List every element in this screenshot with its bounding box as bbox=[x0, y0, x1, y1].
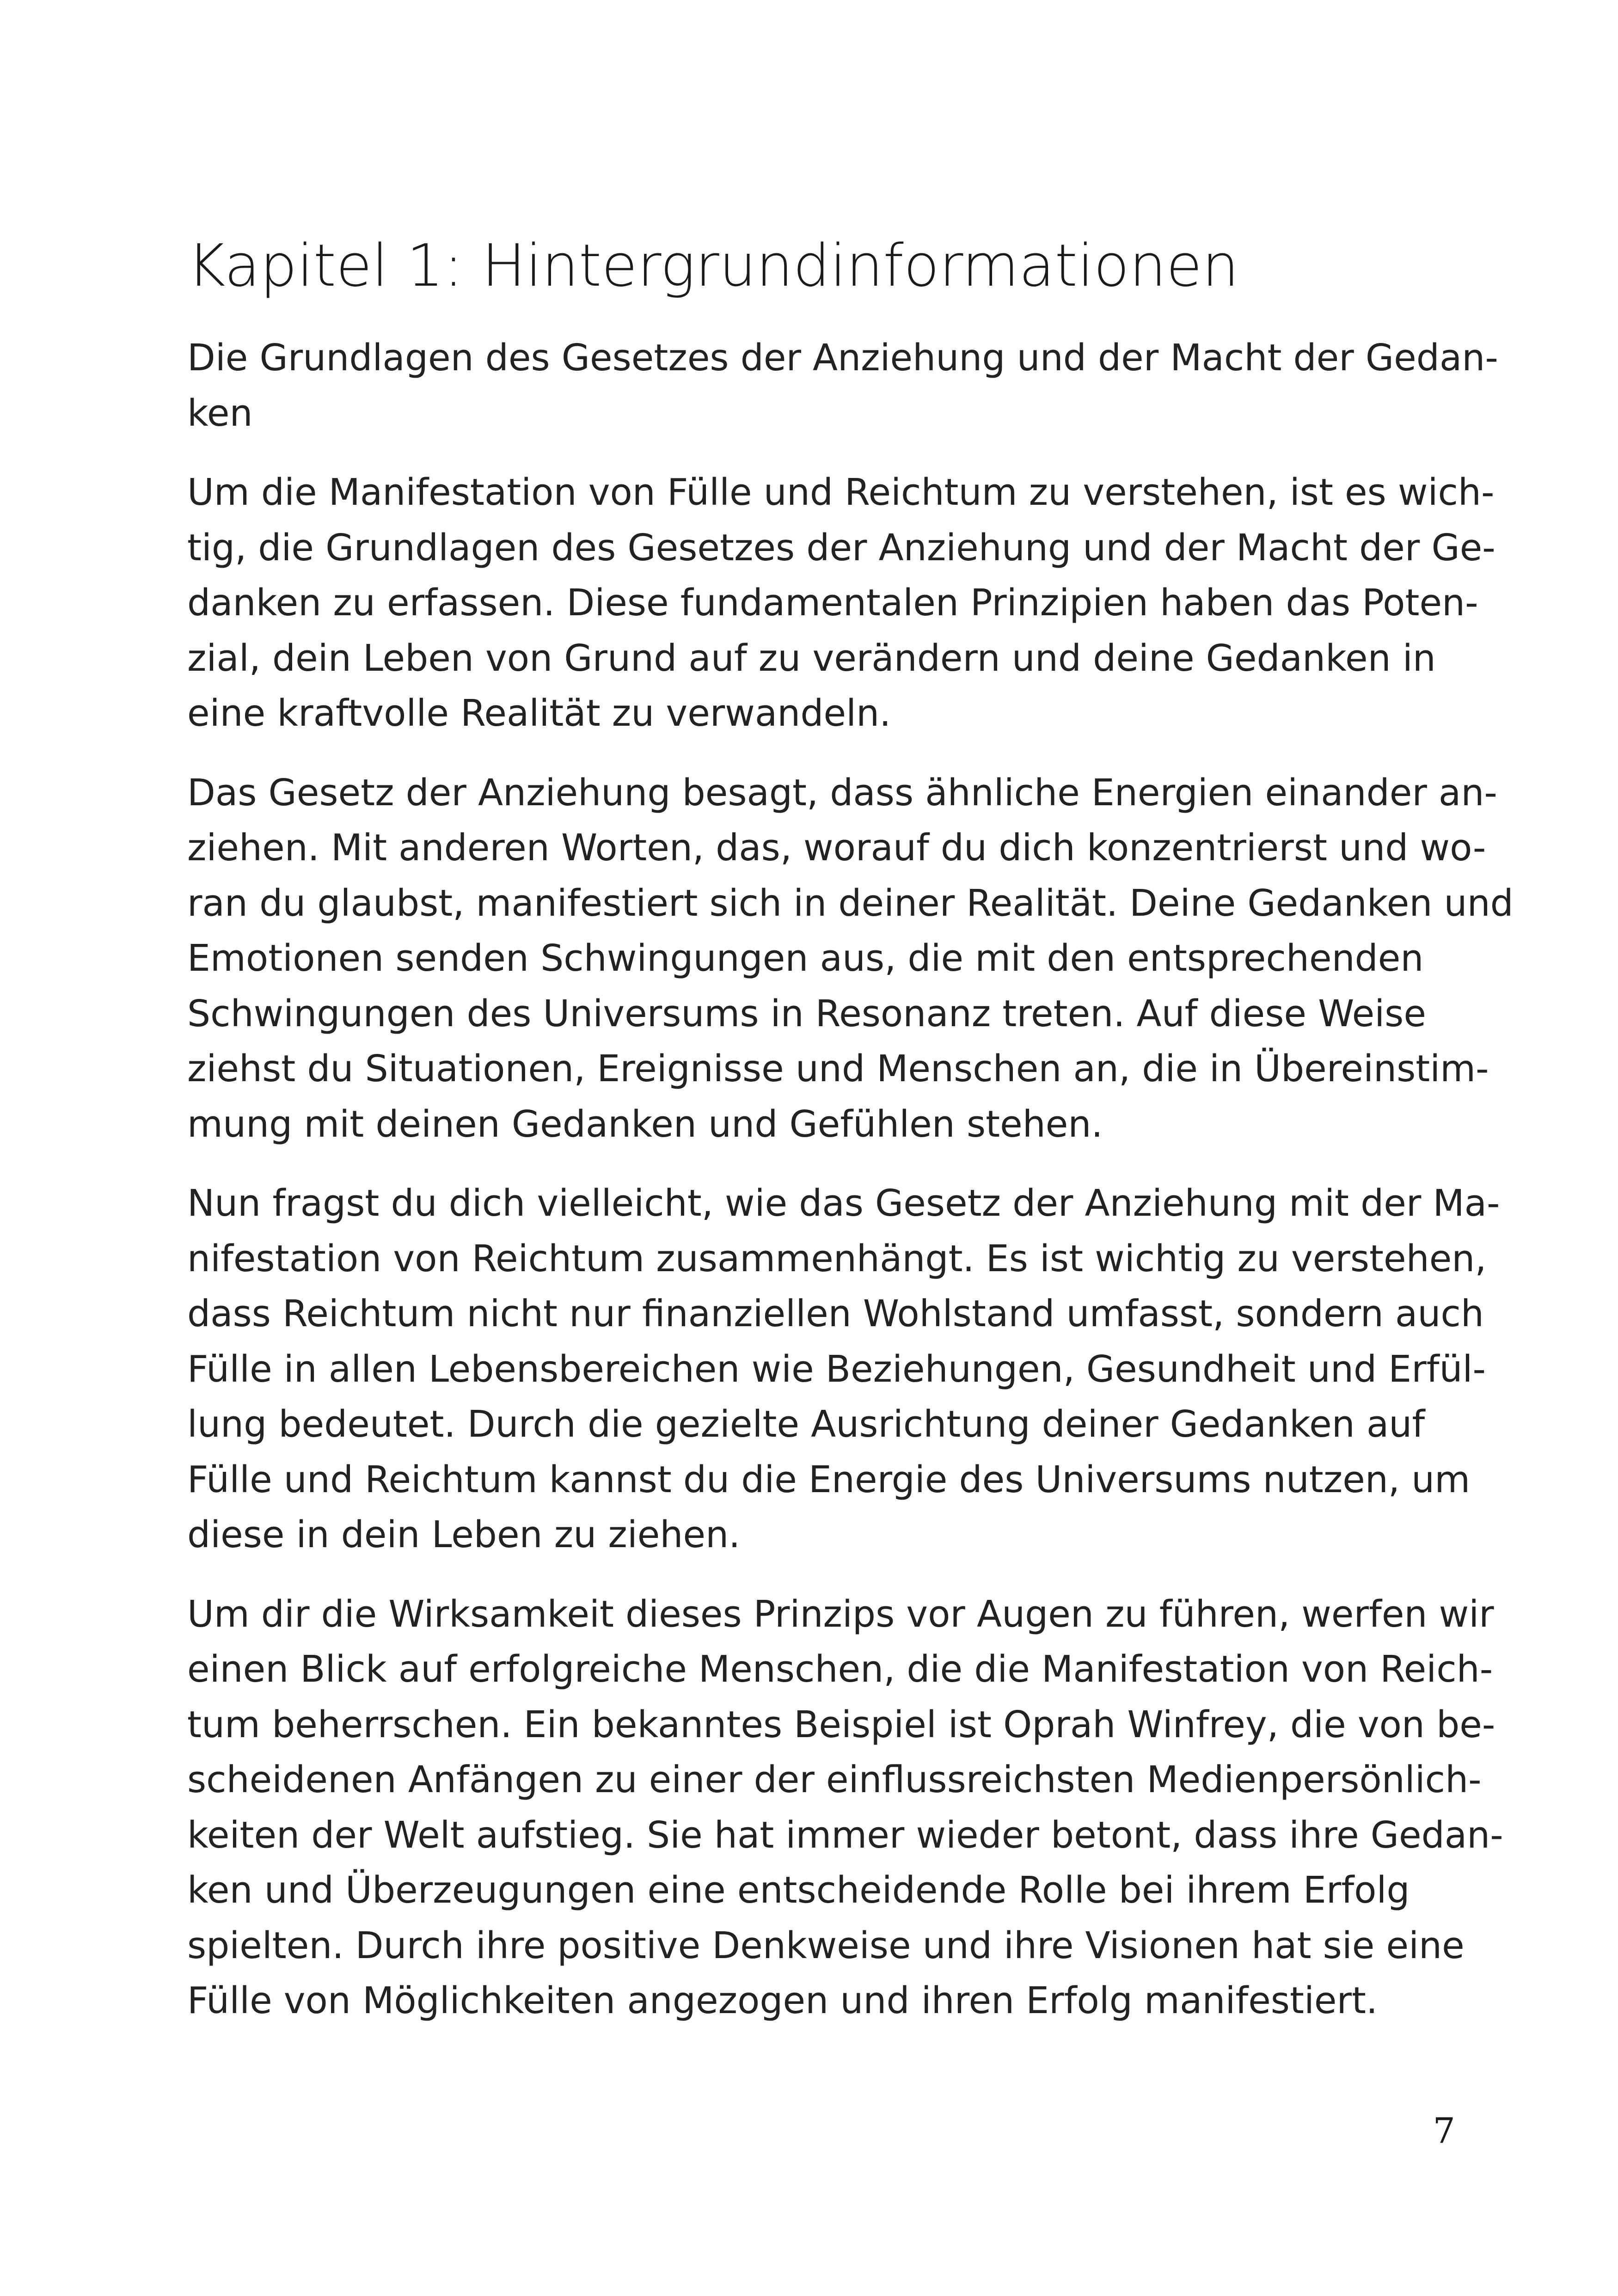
text-line: diese in dein Leben zu ziehen. bbox=[187, 1513, 741, 1556]
text-line: tig, die Grundlagen des Gesetzes der Anziehung und der Macht der Ge- bbox=[187, 526, 1495, 569]
chapter-title: Kapitel 1: Hintergrundinformationen bbox=[187, 232, 1239, 300]
page-number: 7 bbox=[1433, 2110, 1455, 2151]
text-line: ran du glaubst, manifestiert sich in deiner Realität. Deine Gedanken und bbox=[187, 882, 1514, 925]
text-line: ken bbox=[187, 392, 253, 435]
text-line: eine kraftvolle Realität zu verwandeln. bbox=[187, 692, 891, 735]
body-paragraph-1 bbox=[187, 465, 1495, 741]
text-line: Nun fragst du dich vielleicht, wie das Gesetz der Anziehung mit der Ma- bbox=[187, 1182, 1500, 1225]
body-paragraph-4 bbox=[187, 1587, 1503, 2029]
text-line: spielten. Durch ihre positive Denkweise und ihre Visionen hat sie eine bbox=[187, 1924, 1465, 1967]
text-line: Die Grundlagen des Gesetzes der Anziehung und der Macht der Gedan- bbox=[187, 337, 1498, 379]
text-line: lung bedeutet. Durch die gezielte Ausrichtung deiner Gedanken auf bbox=[187, 1403, 1425, 1445]
text-line: mung mit deinen Gedanken und Gefühlen stehen. bbox=[187, 1102, 1103, 1145]
text-line: zial, dein Leben von Grund auf zu verändern und deine Gedanken in bbox=[187, 637, 1436, 680]
text-line: Fülle von Möglichkeiten angezogen und ihren Erfolg manifestiert. bbox=[187, 1979, 1378, 2022]
text-line: ziehen. Mit anderen Worten, das, worauf du dich konzentrierst und wo- bbox=[187, 827, 1486, 869]
text-line: dass Reichtum nicht nur finanziellen Wohlstand umfasst, sondern auch bbox=[187, 1292, 1484, 1335]
text-line: einen Blick auf erfolgreiche Menschen, die die Manifestation von Reich- bbox=[187, 1648, 1493, 1690]
text-line: Schwingungen des Universums in Resonanz treten. Auf diese Weise bbox=[187, 992, 1426, 1035]
text-line: scheidenen Anfängen zu einer der einflussreichsten Medienpersönlich- bbox=[187, 1758, 1482, 1801]
text-line: Fülle und Reichtum kannst du die Energie des Universums nutzen, um bbox=[187, 1458, 1471, 1501]
text-line: keiten der Welt aufstieg. Sie hat immer wieder betont, dass ihre Gedan- bbox=[187, 1813, 1503, 1856]
text-line: danken zu erfassen. Diese fundamentalen Prinzipien haben das Poten- bbox=[187, 582, 1478, 624]
body-paragraph-3 bbox=[187, 1176, 1500, 1563]
subtitle-paragraph bbox=[187, 331, 1498, 441]
text-line: Um die Manifestation von Fülle und Reichtum zu verstehen, ist es wich- bbox=[187, 471, 1495, 514]
text-line: Fülle in allen Lebensbereichen wie Beziehungen, Gesundheit und Erfül- bbox=[187, 1347, 1486, 1390]
text-line: ziehst du Situationen, Ereignisse und Menschen an, die in Übereinstim- bbox=[187, 1047, 1489, 1090]
text-line: Das Gesetz der Anziehung besagt, dass ähnliche Energien einander an- bbox=[187, 771, 1497, 814]
text-line: ken und Überzeugungen eine entscheidende Rolle bei ihrem Erfolg bbox=[187, 1869, 1410, 1911]
text-line: nifestation von Reichtum zusammenhängt. Es ist wichtig zu verstehen, bbox=[187, 1237, 1487, 1280]
text-line: tum beherrschen. Ein bekanntes Beispiel ist Oprah Winfrey, die von be- bbox=[187, 1703, 1495, 1746]
body-paragraph-2 bbox=[187, 765, 1514, 1152]
text-line: Emotionen senden Schwingungen aus, die mit den entsprechenden bbox=[187, 937, 1424, 980]
text-line: Um dir die Wirksamkeit dieses Prinzips vor Augen zu führen, werfen wir bbox=[187, 1592, 1494, 1635]
page-content bbox=[187, 227, 1514, 2029]
